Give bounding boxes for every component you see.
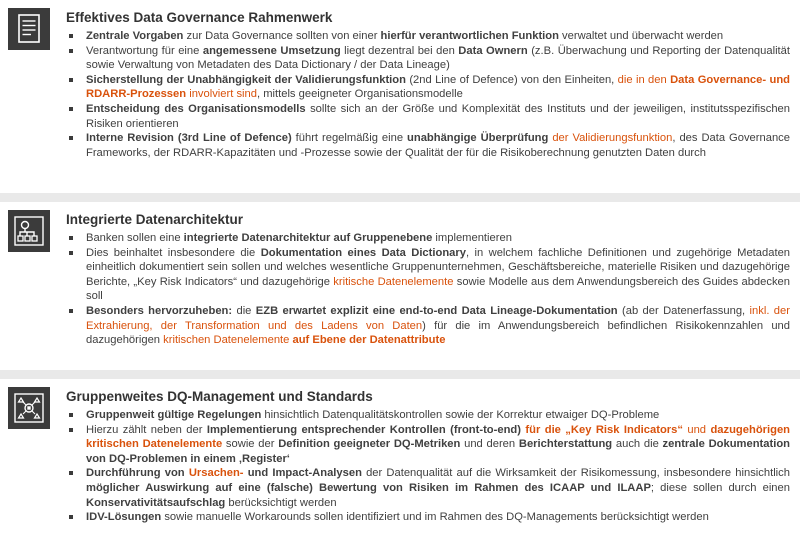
text-run: Data Governance- und RDARR-Prozessen: [86, 73, 790, 101]
text-run: Definition geeigneter DQ-Metriken: [278, 438, 461, 451]
text-run: , mittels geeigneter Organisationsmodelle: [256, 88, 463, 101]
text-run: Dies beinhaltet insbesondere die: [86, 246, 261, 259]
text-run: (2nd Line of Defence) von den Einheiten,: [405, 73, 618, 86]
text-run: führt regelmäßig eine: [291, 132, 408, 145]
text-run: Data Ownern: [458, 44, 528, 57]
text-run: sowie manuelle Workarounds sollen identifiziert und im Rahmen des DQ-Managements berücksichtigt werden: [161, 511, 709, 524]
text-run: sowie Modelle aus dem Anwendungsbereich des Guides abdecken soll: [86, 275, 791, 303]
text-run: Verantwortung für eine: [86, 44, 203, 57]
text-run: Gruppenweit gültige Regelungen: [86, 409, 262, 421]
bullet-item: [66, 246, 790, 304]
text-run: EZB erwartet explizit eine end-to-end Data Lineage-Dokumentation: [255, 304, 618, 317]
bullet-item: [66, 44, 790, 73]
text-run: Implementierung entsprechender Kontrollen (front-to-end): [206, 423, 521, 436]
text-run: Hierzu zählt neben der: [86, 423, 207, 436]
architecture-diagram-icon: [8, 210, 50, 252]
section-data-architecture: [0, 202, 800, 370]
bullet-list: [66, 408, 790, 525]
text-run: (z.B. Überwachung und Reporting der Datenqualität sowie Verwaltung von Metadaten des Data Dictionary / der Data Lineage): [86, 44, 790, 72]
text-run: integrierte Datenarchitektur auf Gruppenebene: [183, 232, 433, 244]
bullet-list: [66, 231, 790, 348]
text-run: und: [682, 423, 711, 436]
text-run: zur Data Governance sollten von einer: [183, 30, 381, 42]
text-run: liegt dezentral bei den: [340, 44, 459, 57]
text-run: Interne Revision (3rd Line of Defence): [86, 132, 292, 145]
text-run: und deren: [460, 438, 519, 451]
bullet-item: [66, 408, 790, 423]
text-run: sowie der: [222, 438, 279, 451]
text-run: , des Data Governance Frameworks, der RDARR-Kapazitäten und -Prozesse sowie der Qualität der für die Risikoberechnung genutzten Daten durch: [86, 132, 790, 159]
text-run: der Datenqualität auf die Wirksamkeit der Risikomessung, insbesondere hinsichtlich: [361, 467, 790, 480]
text-run: unabhängige Überprüfung: [407, 132, 549, 145]
text-run: für die „Key Risk Indicators“: [525, 423, 683, 436]
text-run: dazugehörigen kritischen Datenelemente: [86, 423, 791, 451]
section-title: Gruppenweites DQ-Management und Standards: [66, 389, 373, 404]
text-run: inkl. der Extrahierung, der Transformation und des Ladens von Daten: [86, 304, 790, 332]
text-run: der Validierungsfunktion: [552, 132, 673, 145]
text-run: kritischen Datenelemente: [163, 334, 290, 347]
text-run: hierfür verantwortlichen Funktion: [380, 30, 559, 42]
text-run: IDV-Lösungen: [86, 511, 162, 524]
bullet-item: [66, 304, 790, 348]
text-run: Zentrale Vorgaben: [86, 30, 184, 42]
text-run: Banken sollen eine: [86, 232, 184, 244]
text-run: Konservativitätsaufschlag: [86, 496, 226, 509]
document-list-icon: [8, 8, 50, 50]
bullet-item: [66, 102, 790, 131]
text-run: kritische Datenelemente: [333, 275, 454, 288]
section-title: Integrierte Datenarchitektur: [66, 212, 244, 227]
text-run: möglicher Auswirkung auf eine (falsche) Bewertung von Risiken im Rahmen des ICAAP und ILAAP: [86, 481, 651, 494]
bullet-item: [66, 131, 790, 160]
text-run: (ab der Datenerfassung,: [617, 304, 750, 317]
section-data-governance: [0, 0, 800, 193]
text-run: Dokumentation eines Data Dictionary: [260, 246, 466, 259]
text-run: Sicherstellung der Unabhängigkeit der Validierungsfunktion: [86, 73, 406, 86]
text-run: Ursachen-: [188, 467, 244, 480]
text-run: Berichterstattung: [518, 438, 613, 451]
section-title: Effektives Data Governance Rahmenwerk: [66, 10, 333, 25]
text-run: , in welchem fachliche Definitionen und zugehörige Metadaten einheitlich dokumentiert sein sollen und welches wesentliche Gruppenunternehmen, Geschäftsbereiche, materielle Risiken und dazugehörige Berichte, „Key Risk Indicators“ und dazugehörige: [86, 246, 791, 288]
text-run: ) für die im Anwendungsbereich befindlichen Risikokennzahlen und dazugehörigen: [86, 319, 790, 347]
bullet-item: [66, 29, 790, 44]
text-run: involviert sind: [186, 88, 257, 101]
text-run: ; diese sollen durch einen: [650, 481, 790, 494]
text-run: Entscheidung des Organisationsmodells: [86, 102, 306, 115]
text-run: zentrale Dokumentation von DQ-Problemen in einem ‚Register‘: [86, 438, 790, 465]
text-run: hinsichtlich Datenqualitätskontrollen sowie der Korrektur etwaiger DQ-Probleme: [261, 409, 660, 421]
dq-network-icon: [8, 387, 50, 429]
bullet-item: [66, 231, 790, 246]
text-run: Besonders hervorzuheben:: [86, 304, 233, 317]
text-run: sollte sich an der Größe und Komplexität des Instituts und der jeweiligen, institutsspezifischen Risiken orientieren: [86, 102, 790, 130]
bullet-item: [66, 73, 790, 102]
text-run: auch die: [612, 438, 663, 451]
bullet-item: [66, 466, 790, 510]
text-run: auf Ebene der Datenattribute: [292, 334, 446, 347]
section-dq-management: [0, 379, 800, 540]
text-run: die in den: [617, 73, 671, 86]
text-run: implementieren: [432, 232, 512, 244]
text-run: die: [232, 304, 256, 317]
bullet-item: [66, 423, 790, 467]
bullet-item: [66, 510, 790, 525]
text-run: angemessene Umsetzung: [202, 44, 341, 57]
text-run: berücksichtigt werden: [225, 496, 337, 509]
text-run: Durchführung von: [86, 467, 189, 480]
text-run: verwaltet und überwacht werden: [558, 30, 724, 42]
text-run: und Impact-Analysen: [243, 467, 362, 480]
bullet-list: [66, 29, 790, 160]
